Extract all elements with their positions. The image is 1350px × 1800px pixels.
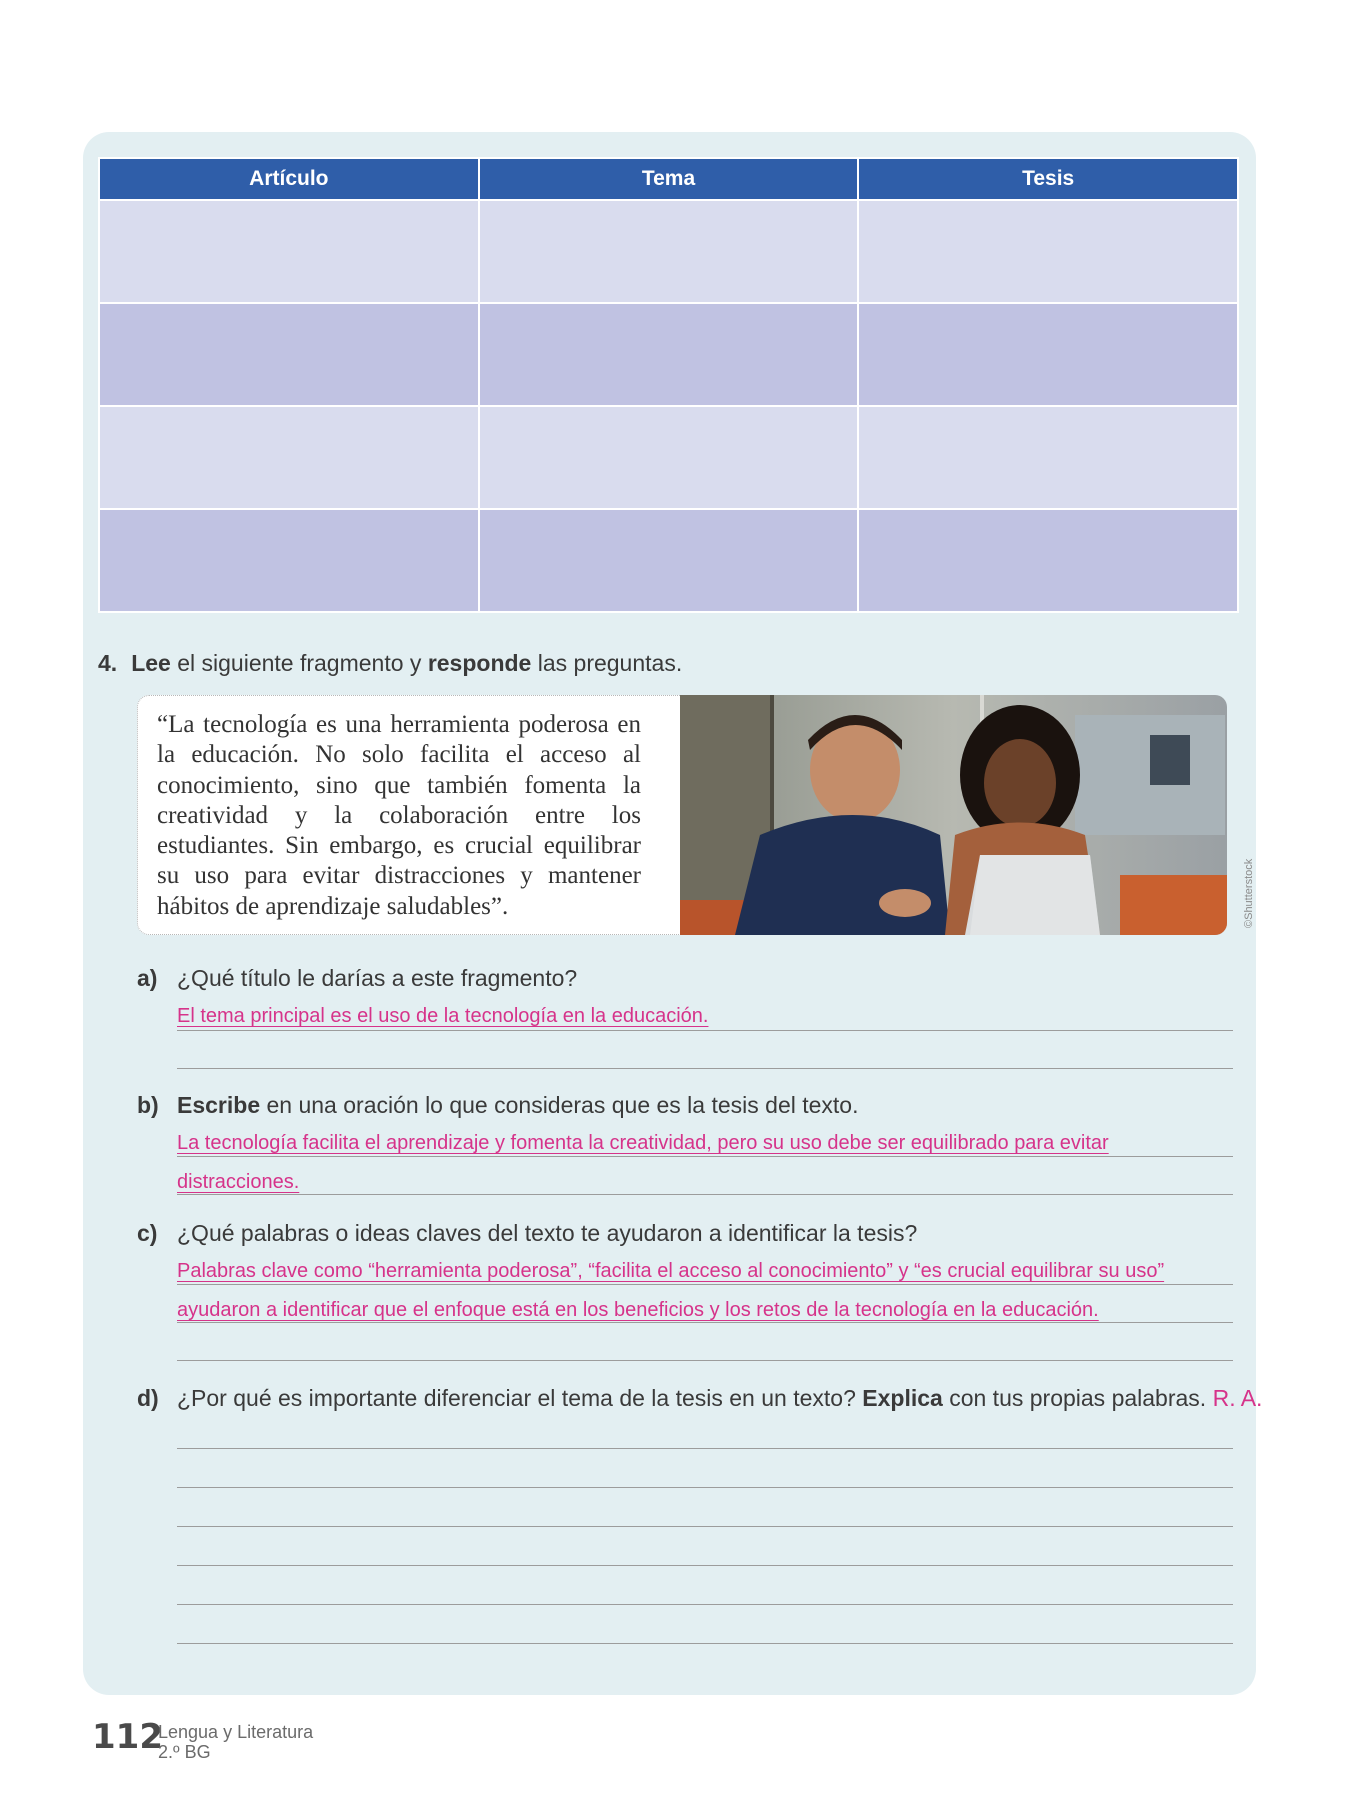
table-cell[interactable] [858,509,1238,612]
answer-line[interactable] [177,1284,1233,1285]
answer-line[interactable] [177,1194,1233,1195]
question-text: ¿Qué palabras o ideas claves del texto te ayudaron a identificar la tesis? [177,1220,918,1246]
question-d [137,1385,1262,1412]
table-cell[interactable] [858,406,1238,509]
footer-subject [158,1722,313,1762]
students-laptop-photo [680,695,1227,935]
question-c [137,1220,917,1247]
answer-b-line1: La tecnología facilita el aprendizaje y fomenta la creatividad, pero su uso debe ser equilibrado para evitar [177,1132,1109,1154]
table-cell[interactable] [99,509,479,612]
question-b [137,1092,859,1119]
verb-lee: Lee [131,650,171,676]
question-text-end: con tus propias palabras. [942,1385,1207,1411]
page-number: 112 [92,1717,163,1757]
answer-line[interactable] [177,1322,1233,1323]
answer-c-line2: ayudaron a identificar que el enfoque está en los beneficios y los retos de la tecnología en la educación. [177,1299,1099,1321]
answer-line[interactable] [177,1030,1233,1031]
question-text: ¿Por qué es importante diferenciar el tema de la tesis en un texto? [177,1385,863,1411]
activity-instruction [98,650,682,677]
table-row [99,303,1238,406]
verb-explica: Explica [862,1385,943,1411]
question-letter: c) [137,1220,158,1246]
answer-line[interactable] [177,1487,1233,1488]
table-cell[interactable] [858,303,1238,406]
instruction-end: las preguntas. [531,650,683,676]
table-cell[interactable] [99,200,479,303]
table-cell[interactable] [479,406,859,509]
answer-line[interactable] [177,1565,1233,1566]
answer-a-line1: El tema principal es el uso de la tecnología en la educación. [177,1005,709,1027]
table-cell[interactable] [479,200,859,303]
verb-responde: responde [427,650,532,676]
question-text: en una oración lo que consideras que es la tesis del texto. [260,1092,859,1118]
verb-escribe: Escribe [177,1092,261,1118]
answer-line[interactable] [177,1448,1233,1449]
quote-text: “La tecnología es una herramienta poderosa en la educación. No solo facilita el acceso al conocimiento, sino que también fomenta la creatividad y la colaboración entre los estudiantes. Sin embargo, es crucial equilibrar su uso para evitar distracciones y mantener hábitos de aprendizaje saludables”. [157,711,641,920]
instruction-mid: el siguiente fragmento y [170,650,428,676]
activity-number: 4. [98,650,118,676]
table-cell[interactable] [99,406,479,509]
header-articulo: Artículo [99,158,479,200]
question-letter: b) [137,1092,159,1118]
table-cell[interactable] [99,303,479,406]
table-row [99,406,1238,509]
table-header-row [99,158,1238,200]
question-a [137,965,577,992]
answer-b-line2: distracciones. [177,1171,300,1193]
answer-c-line1: Palabras clave como “herramienta poderosa”, “facilita el acceso al conocimiento” y “es crucial equilibrar su uso” [177,1260,1165,1282]
answer-line[interactable] [177,1068,1233,1069]
table-cell[interactable] [858,200,1238,303]
analysis-table [98,157,1239,613]
question-text: ¿Qué título le darías a este fragmento? [177,965,578,991]
grade-label: 2.º BG [158,1742,211,1762]
answer-line[interactable] [177,1360,1233,1361]
photo-credit: ©Shutterstock [1243,858,1255,928]
table-cell[interactable] [479,509,859,612]
answer-line[interactable] [177,1604,1233,1605]
table-row [99,200,1238,303]
header-tema: Tema [479,158,859,200]
table-cell[interactable] [479,303,859,406]
respuesta-abierta-label: R. A. [1212,1385,1263,1411]
header-tesis: Tesis [858,158,1238,200]
question-letter: a) [137,965,158,991]
subject-name: Lengua y Literatura [158,1722,314,1742]
answer-line[interactable] [177,1643,1233,1644]
question-letter: d) [137,1385,159,1411]
answer-line[interactable] [177,1526,1233,1527]
table-row [99,509,1238,612]
answer-line[interactable] [177,1156,1233,1157]
